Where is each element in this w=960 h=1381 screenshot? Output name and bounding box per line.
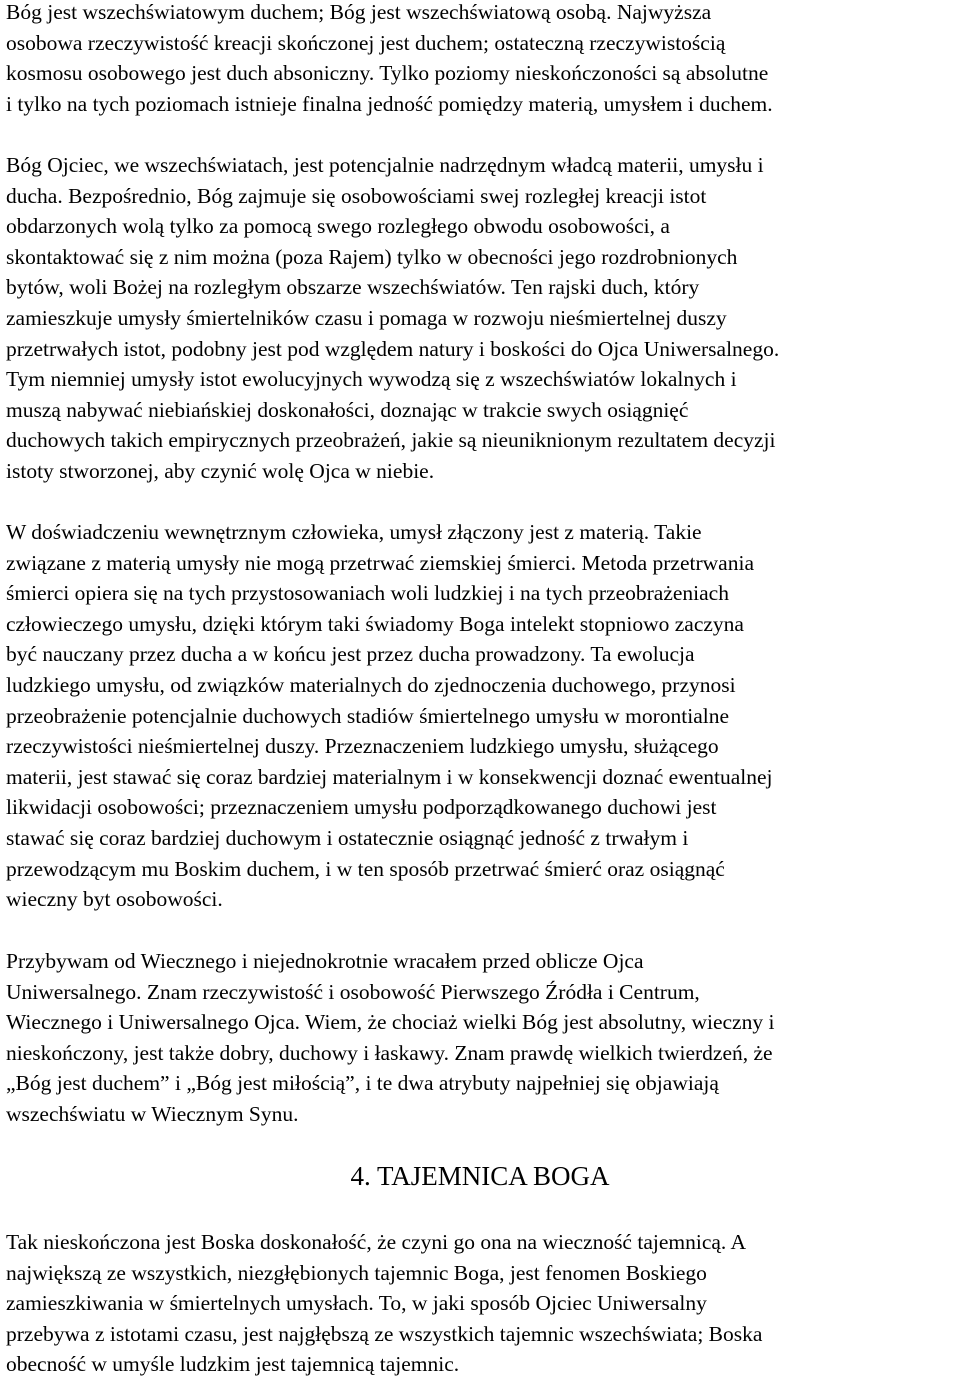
text-line: zamieszkuje umysły śmiertelników czasu i pomaga w rozwoju nieśmiertelnej duszy [6, 305, 727, 330]
text-line: istoty stworzonej, aby czynić wolę Ojca w niebie. [6, 458, 435, 483]
text-line: zamieszkiwania w śmiertelnych umysłach. To, w jaki sposób Ojciec Uniwersalny [6, 1291, 707, 1316]
paragraph-5 [6, 1227, 958, 1380]
text-line: być nauczany przez ducha a w końcu jest przez ducha prowadzony. Ta ewolucja [6, 642, 695, 667]
text-line: przetrwałych istot, podobny jest pod względem natury i boskości do Ojca Uniwersalnego. [6, 336, 780, 361]
text-line: Przybywam od Wiecznego i niejednokrotnie wracałem przed oblicze Ojca [6, 949, 644, 973]
text-line: stawać się coraz bardziej duchowym i ostatecznie osiągnąć jedność z trwałym i [6, 825, 689, 850]
text-line: skontaktować się z nim można (poza Rajem) tylko w obecności jego rozdrobnionych [6, 244, 738, 269]
section-heading: 4. TAJEMNICA BOGA [350, 1161, 610, 1191]
text-line: człowieczego umysłu, dzięki którym taki świadomy Boga intelekt stopniowo zaczyna [6, 611, 744, 636]
text-line: obdarzonych wolą tylko za pomocą swego rozległego obwodu osobowości, a [6, 214, 670, 239]
text-line: przeobrażenie potencjalnie duchowych stadiów śmiertelnego umysłu w morontialne [6, 703, 730, 728]
text-line: przebywa z istotami czasu, jest najgłębszą ze wszystkich tajemnic wszechświata; Boska [6, 1321, 763, 1346]
text-line: muszą nabywać niebiańskiej doskonałości, doznając w trakcie swych osiągnięć [6, 397, 689, 422]
text-line: związane z materią umysły nie mogą przetrwać ziemskiej śmierci. Metoda przetrwania [6, 550, 754, 575]
text-line: Bóg jest wszechświatowym duchem; Bóg jest wszechświatową osobą. Najwyższa [6, 0, 712, 24]
text-line: ludzkiego umysłu, od związków materialnych do zjednoczenia duchowego, przynosi [6, 672, 736, 697]
text-line: likwidacji osobowości; przeznaczeniem umysłu podporządkowanego duchowi jest [6, 795, 717, 820]
text-line: rzeczywistości nieśmiertelnej duszy. Przeznaczeniem ludzkiego umysłu, służącego [6, 734, 719, 759]
text-line: duchowych takich empirycznych przeobrażeń, jakie są nieuniknionym rezultatem decyzji [6, 428, 776, 453]
paragraph-1 [6, 0, 958, 119]
text-line: wieczny byt osobowości. [6, 887, 223, 912]
text-line: Tak nieskończona jest Boska doskonałość, że czyni go ona na wieczność tajemnicą. A [6, 1230, 747, 1254]
text-line: Uniwersalnego. Znam rzeczywistość i osobowość Pierwszego Źródła i Centrum, [6, 979, 700, 1004]
paragraph-4 [6, 946, 958, 1130]
text-line: śmierci opiera się na tych przystosowaniach woli ludzkiej i na tych przeobrażeniach [6, 581, 729, 606]
text-line: Tym niemniej umysły istot ewolucyjnych wywodzą się z wszechświatów lokalnych i [6, 367, 737, 392]
text-line: największą ze wszystkich, niezgłębionych tajemnic Boga, jest fenomen Boskiego [6, 1260, 707, 1285]
text-line: „Bóg jest duchem” i „Bóg jest miłością”, i te dwa atrybuty najpełniej się objawiają [6, 1071, 719, 1096]
text-line: przewodzącym mu Boskim duchem, i w ten sposób przetrwać śmierć oraz osiągnąć [6, 856, 725, 881]
text-line: Bóg Ojciec, we wszechświatach, jest potencjalnie nadrzędnym władcą materii, umysłu i [6, 153, 764, 177]
paragraph-3 [6, 517, 958, 915]
text-line: kosmosu osobowego jest duch absoniczny. Tylko poziomy nieskończoności są absolutne [6, 61, 769, 86]
text-line: wszechświatu w Wiecznym Synu. [6, 1101, 299, 1126]
text-line: i tylko na tych poziomach istnieje finalna jedność pomiędzy materią, umysłem i duchem. [6, 91, 773, 116]
text-line: osobowa rzeczywistość kreacji skończonej jest duchem; ostateczną rzeczywistością [6, 30, 726, 55]
text-line: obecność w umyśle ludzkim jest tajemnicą tajemnic. [6, 1352, 460, 1377]
paragraph-2 [6, 150, 958, 487]
text-line: Wiecznego i Uniwersalnego Ojca. Wiem, że chociaż wielki Bóg jest absolutny, wieczny i [6, 1010, 775, 1035]
text-line: ducha. Bezpośrednio, Bóg zajmuje się osobowościami swej rozległej kreacji istot [6, 183, 707, 208]
text-line: nieskończony, jest także dobry, duchowy i łaskawy. Znam prawdę wielkich twierdzeń, że [6, 1040, 773, 1065]
text-line: bytów, woli Bożej na rozległym obszarze wszechświatów. Ten rajski duch, który [6, 275, 700, 300]
text-line: W doświadczeniu wewnętrznym człowieka, umysł złączony jest z materią. Takie [6, 520, 702, 544]
text-line: materii, jest stawać się coraz bardziej materialnym i w konsekwencji doznać ewentualnej [6, 764, 773, 789]
